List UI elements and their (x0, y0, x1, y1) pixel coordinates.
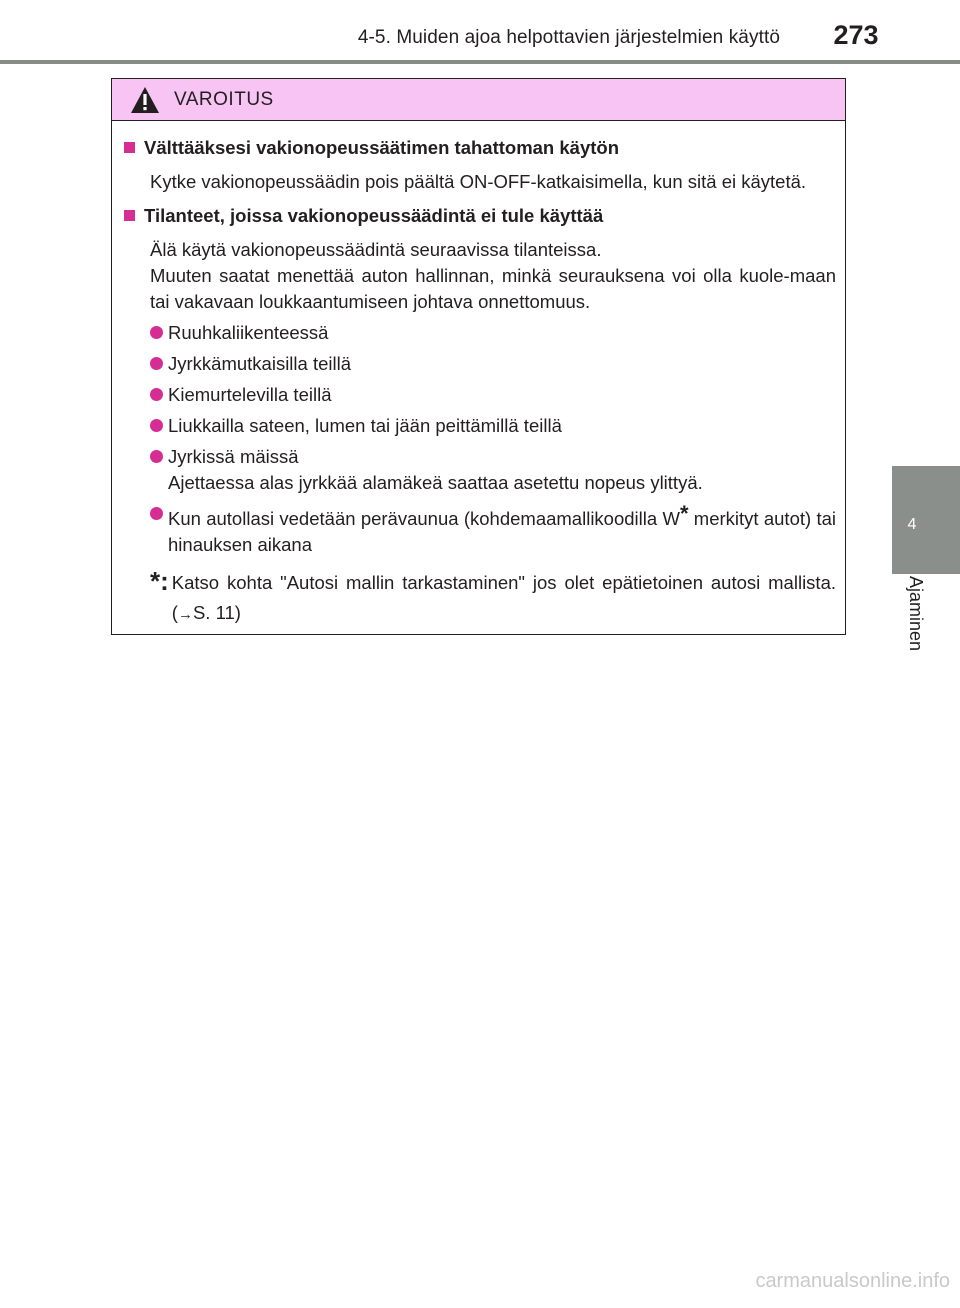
round-bullet-icon (150, 507, 163, 520)
page-reference: S. 11) (192, 602, 241, 623)
list-item-line: Ajettaessa alas jyrkkää alamäkeä saattaa asetettu nopeus ylittyä. (168, 472, 703, 493)
section-paragraph: Muuten saatat menettää auton hallinnan, minkä seurauksena voi olla kuole-maan tai vakavaan loukkaantumiseen johtava onnettomuus. (150, 265, 836, 312)
list-item-text: Ruuhkaliikenteessä (168, 322, 329, 343)
footnote-star: * (679, 501, 689, 526)
list-item-line: Jyrkissä mäissä (168, 446, 299, 467)
footnote-text (172, 568, 836, 630)
list-item-text (168, 444, 836, 496)
section-heading (124, 135, 836, 161)
section-paragraph: Älä käytä vakionopeussäädintä seuraavissa tilanteissa. (150, 239, 602, 260)
round-bullet-icon (150, 326, 163, 339)
list-item (150, 413, 836, 439)
warning-title: VAROITUS (174, 88, 274, 110)
watermark: carmanualsonline.info (755, 1270, 950, 1292)
warning-body (124, 135, 836, 630)
footnote-mark: *: (150, 566, 169, 596)
list-item (150, 501, 836, 558)
list-item (150, 351, 836, 377)
header-divider (0, 60, 960, 64)
list-item-fragment: Kun autollasi vedetään perävaunua (kohdemaamallikoodilla W (168, 508, 680, 529)
list-item (150, 444, 836, 496)
round-bullet-icon (150, 357, 163, 370)
section-heading (124, 203, 836, 229)
section-heading-text: Tilanteet, joissa vakionopeussäädintä ei tule käyttää (144, 205, 604, 226)
list-item-text: Jyrkkämutkaisilla teillä (168, 353, 351, 374)
list-item-text (168, 501, 836, 558)
round-bullet-icon (150, 388, 163, 401)
section-heading-text: Välttääksesi vakionopeussäätimen tahattoman käytön (144, 137, 620, 158)
warning-box (111, 78, 846, 635)
round-bullet-icon (150, 450, 163, 463)
warning-header (112, 79, 845, 121)
list-item (150, 320, 836, 346)
chapter-number: 4 (907, 516, 917, 533)
square-bullet-icon (124, 210, 135, 221)
warning-triangle-icon (130, 86, 160, 114)
footnote (150, 568, 836, 630)
section-paragraph: Kytke vakionopeussäädin pois päältä ON-OFF-katkaisimella, kun sitä ei käytetä. (150, 171, 807, 192)
list-item (150, 382, 836, 408)
round-bullet-icon (150, 419, 163, 432)
arrow-right-icon: → (177, 606, 193, 623)
list-item-text: Liukkailla sateen, lumen tai jään peittämillä teillä (168, 415, 562, 436)
square-bullet-icon (124, 142, 135, 153)
chapter-label: Ajaminen (906, 576, 926, 652)
section-header: 4-5. Muiden ajoa helpottavien järjestelmien käyttö (357, 27, 780, 48)
page-number: 273 (833, 20, 879, 50)
list-item-fragment: merkityt autot) tai hinauksen aikana (168, 508, 837, 555)
list-item-text: Kiemurtelevilla teillä (168, 384, 332, 405)
footnote-fragment: Katso kohta "Autosi mallin tarkastaminen" jos olet epätietoinen autosi mallista. ( (171, 572, 836, 623)
